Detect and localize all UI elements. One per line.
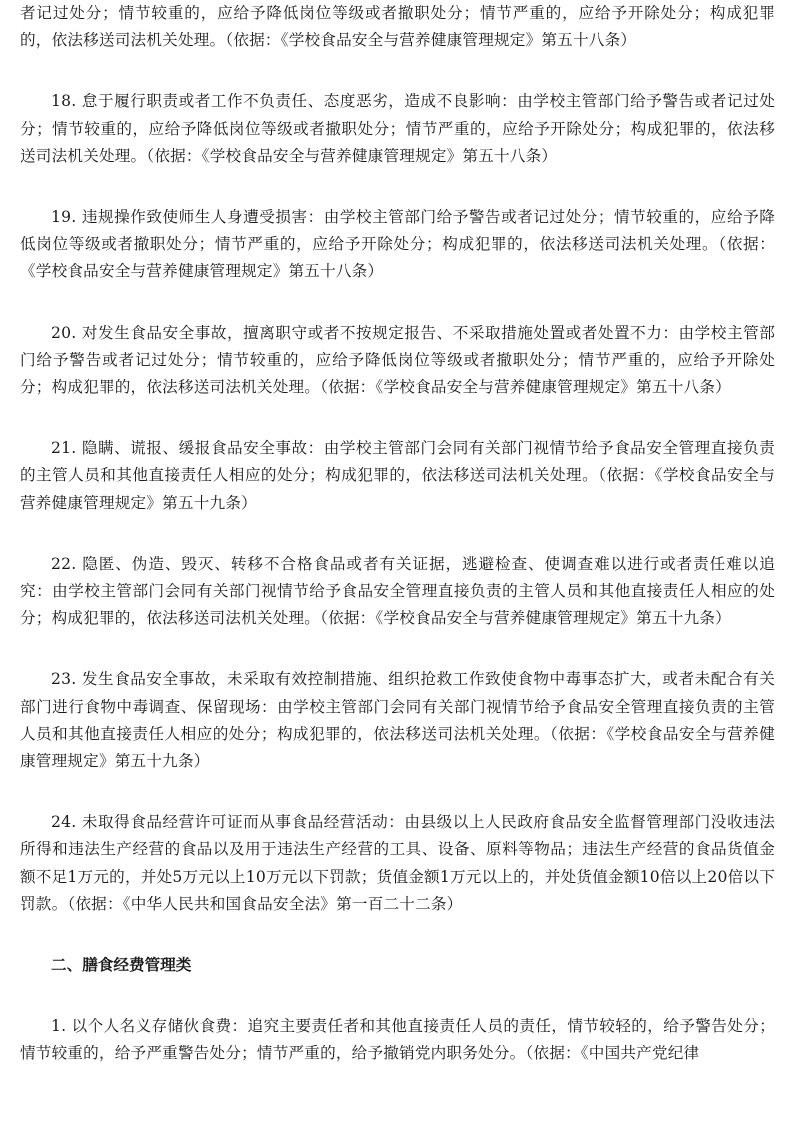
- paragraph-gap: [20, 54, 775, 88]
- paragraph-21: 21. 隐瞒、谎报、缓报食品安全事故：由学校主管部门会同有关部门视情节给予食品安全管理直接负责的主管人员和其他直接责任人相应的处分；构成犯罪的，依法移送司法机关处理。（依据：《学校食品安全与营养健康管理规定》第五十九条）: [20, 439, 775, 512]
- paragraph-gap: [20, 979, 775, 1013]
- paragraph-24: 24. 未取得食品经营许可证而从事食品经营活动：由县级以上人民政府食品安全监督管理部门没收违法所得和违法生产经营的食品以及用于违法生产经营的工具、设备、原料等物品；违法生产经营的食品货值金额不足1万元的，并处5万元以上10万元以下罚款；货值金额1万元以上的，并处货值金额10倍以上20倍以下罚款。（依据：《中华人民共和国食品安全法》第一百二十二条）: [20, 813, 775, 913]
- paragraph-gap: [20, 286, 775, 320]
- paragraph-gap: [20, 918, 775, 952]
- paragraph-23: 23. 发生食品安全事故，未采取有效控制措施、组织抢救工作致使食物中毒事态扩大，或者未配合有关部门进行食物中毒调查、保留现场：由学校主管部门会同有关部门视情节给予食品安全管理直接负责的主管人员和其他直接责任人相应的处分；构成犯罪的，依法移送司法机关处理。（依据：《学校食品安全与营养健康管理规定》第五十九条）: [20, 670, 775, 771]
- paragraph-20: 20. 对发生食品安全事故，擅离职守或者不按规定报告、不采取措施处置或者处置不力：由学校主管部门给予警告或者记过处分；情节较重的，应给予降低岗位等级或者撤职处分；情节严重的，应给予开除处分；构成犯罪的，依法移送司法机关处理。（依据：《学校食品安全与营养健康管理规定》第五十八条）: [20, 323, 775, 397]
- paragraph-18: 18. 怠于履行职责或者工作不负责任、态度恶劣，造成不良影响：由学校主管部门给予警告或者记过处分；情节较重的，应给予降低岗位等级或者撤职处分；情节严重的，应给予开除处分；构成犯罪的，依法移送司法机关处理。（依据：《学校食品安全与营养健康管理规定》第五十八条）: [20, 92, 775, 165]
- paragraph-gap: [20, 775, 775, 809]
- paragraph-gap: [20, 170, 775, 204]
- paragraph-gap: [20, 517, 775, 551]
- paragraph-17-continued: 者记过处分；情节较重的，应给予降低岗位等级或者撤职处分；情节严重的，应给予开除处分；构成犯罪的，依法移送司法机关处理。（依据：《学校食品安全与营养健康管理规定》第五十八条）: [20, 4, 775, 50]
- paragraph-19: 19. 违规操作致使师生人身遭受损害：由学校主管部门给予警告或者记过处分；情节较重的，应给予降低岗位等级或者撤职处分；情节严重的，应给予开除处分；构成犯罪的，依法移送司法机关处理。（依据：《学校食品安全与营养健康管理规定》第五十八条）: [20, 208, 775, 281]
- section-heading: 二、膳食经费管理类: [51, 956, 192, 975]
- paragraph-section2-item1: 1. 以个人名义存储伙食费：追究主要责任者和其他直接责任人员的责任，情节较轻的，给予警告处分；情节较重的，给予严重警告处分；情节严重的，给予撤销党内职务处分。（依据：《中国共产党纪律: [20, 1017, 775, 1063]
- paragraph-gap: [20, 401, 775, 435]
- paragraph-gap: [20, 632, 775, 666]
- document-page: [20, 0, 775, 1068]
- paragraph-22: 22. 隐匿、伪造、毁灭、转移不合格食品或者有关证据，逃避检查、使调查难以进行或者责任难以追究：由学校主管部门会同有关部门视情节给予食品安全管理直接负责的主管人员和其他直接责任人相应的处分；构成犯罪的，依法移送司法机关处理。（依据：《学校食品安全与营养健康管理规定》第五十九条）: [20, 554, 775, 628]
